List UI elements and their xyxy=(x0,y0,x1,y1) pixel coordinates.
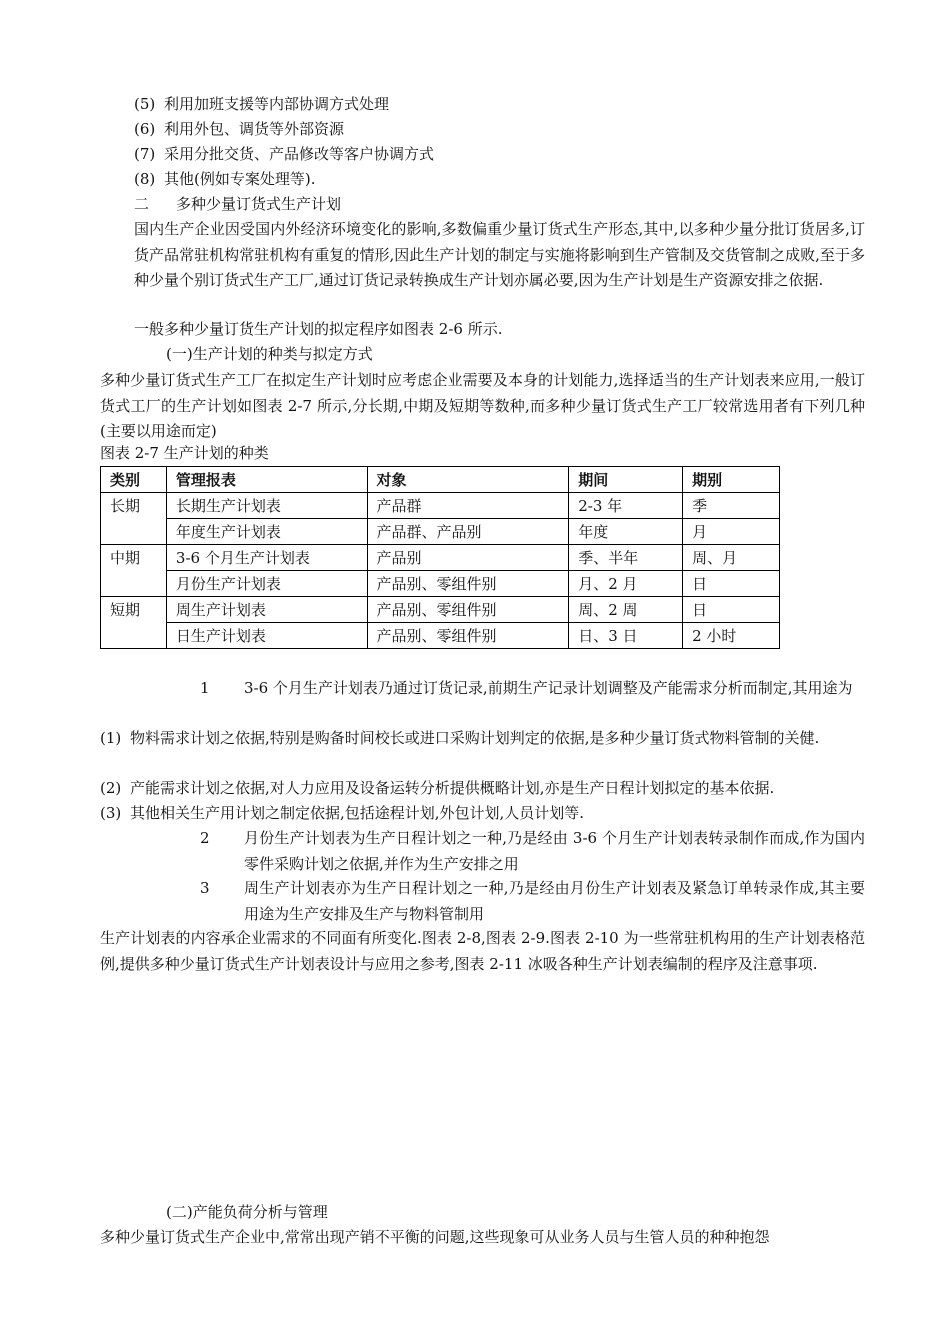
cell-target: 产品群 xyxy=(367,493,569,519)
cell-category xyxy=(101,519,167,545)
header-term: 期别 xyxy=(683,467,780,493)
header-category: 类别 xyxy=(101,467,167,493)
point-number: 2 xyxy=(200,829,210,847)
point-text: 周生产计划表亦为生产日程计划之一种,乃是经由月份生产计划表及紧急订单转录作成,其主要用途为生产安排及生产与物料管制用 xyxy=(244,879,865,923)
cell-report: 周生产计划表 xyxy=(166,597,367,623)
list-number: (2) xyxy=(100,779,122,797)
paragraph: 一般多种少量订货生产计划的拟定程序如图表 2-6 所示. xyxy=(134,320,503,338)
cell-target: 产品别、零组件别 xyxy=(367,571,569,597)
cell-period: 年度 xyxy=(569,519,683,545)
list-text: 采用分批交货、产品修改等客户协调方式 xyxy=(164,145,435,163)
cell-term: 2 小时 xyxy=(683,623,780,649)
header-report: 管理报表 xyxy=(166,467,367,493)
list-item xyxy=(134,118,344,140)
cell-term: 月 xyxy=(683,519,780,545)
table-row xyxy=(101,519,780,545)
list-text: 利用加班支援等内部协调方式处理 xyxy=(164,95,390,113)
list-item xyxy=(100,801,865,827)
list-item xyxy=(134,93,389,115)
list-text: 其他相关生产用计划之制定依据,包括途程计划,外包计划,人员计划等. xyxy=(130,804,585,822)
cell-target: 产品别、零组件别 xyxy=(367,597,569,623)
numbered-point xyxy=(200,876,865,927)
list-text: 利用外包、调货等外部资源 xyxy=(164,120,345,138)
list-number: (6) xyxy=(134,120,156,138)
cell-category: 长期 xyxy=(101,493,167,519)
table-row xyxy=(101,597,780,623)
paragraph: 国内生产企业因受国内外经济环境变化的影响,多数偏重少量订货式生产形态,其中,以多种少量分批订货居多,订货产品常驻机构常驻机构有重复的情形,因此生产计划的制定与实施将影响到生产管制及交货管制之成败,至于多种少量个别订货式生产工厂,通过订货记录转换成生产计划亦属必要,因为生产计划是生产资源安排之依据. xyxy=(134,220,865,289)
table-row xyxy=(101,571,780,597)
table-row xyxy=(101,623,780,649)
point-text: 3-6 个月生产计划表乃通过订货记录,前期生产记录计划调整及产能需求分析而制定,其用途为 xyxy=(244,679,853,697)
cell-period: 日、3 日 xyxy=(569,623,683,649)
table-row xyxy=(101,545,780,571)
cell-term: 日 xyxy=(683,571,780,597)
cell-period: 月、2 月 xyxy=(569,571,683,597)
subsection-heading: (二)产能负荷分析与管理 xyxy=(166,1203,328,1221)
header-period: 期间 xyxy=(569,467,683,493)
cell-target: 产品别、零组件别 xyxy=(367,623,569,649)
list-number: (5) xyxy=(134,95,156,113)
list-number: (3) xyxy=(100,804,122,822)
paragraph: 多种少量订货式生产工厂在拟定生产计划时应考虑企业需要及本身的计划能力,选择适当的生产计划表来应用,一般订货式工厂的生产计划如图表 2-7 所示,分长期,中期及短期等数种,而多种少量订货式生产工厂较常选用者有下列几种(主要以用途而定) xyxy=(100,371,865,440)
list-text: 其他(例如专案处理等). xyxy=(164,170,316,188)
cell-report: 月份生产计划表 xyxy=(166,571,367,597)
point-number: 1 xyxy=(200,679,210,697)
section-number: 二 xyxy=(134,195,150,213)
cell-category xyxy=(101,623,167,649)
list-text: 物料需求计划之依据,特别是购备时间校长或进口采购计划判定的依据,是多种少量订货式物料管制的关健. xyxy=(130,729,820,747)
section-heading xyxy=(134,193,341,215)
paragraph: 多种少量订货式生产企业中,常常出现产销不平衡的问题,这些现象可从业务人员与生管人员的种种抱怨 xyxy=(100,1228,770,1246)
cell-target: 产品别 xyxy=(367,545,569,571)
cell-period: 季、半年 xyxy=(569,545,683,571)
section-title: 多种少量订货式生产计划 xyxy=(176,195,342,213)
table-caption: 图表 2-7 生产计划的种类 xyxy=(100,444,269,462)
numbered-point xyxy=(200,676,865,702)
list-number: (1) xyxy=(100,729,122,747)
header-target: 对象 xyxy=(367,467,569,493)
list-number: (7) xyxy=(134,145,156,163)
cell-report: 3-6 个月生产计划表 xyxy=(166,545,367,571)
list-item xyxy=(100,726,865,752)
cell-term: 周、月 xyxy=(683,545,780,571)
list-item xyxy=(134,168,315,190)
cell-category: 短期 xyxy=(101,597,167,623)
cell-category xyxy=(101,571,167,597)
table-row xyxy=(101,493,780,519)
cell-category: 中期 xyxy=(101,545,167,571)
list-item xyxy=(134,143,434,165)
cell-term: 日 xyxy=(683,597,780,623)
plan-types-table xyxy=(100,466,780,649)
list-number: (8) xyxy=(134,170,156,188)
list-item xyxy=(100,776,865,802)
cell-term: 季 xyxy=(683,493,780,519)
cell-report: 日生产计划表 xyxy=(166,623,367,649)
point-text: 月份生产计划表为生产日程计划之一种,乃是经由 3-6 个月生产计划表转录制作而成,作为国内零件采购计划之依据,并作为生产安排之用 xyxy=(244,829,865,873)
cell-report: 长期生产计划表 xyxy=(166,493,367,519)
subsection-heading: (一)生产计划的种类与拟定方式 xyxy=(166,345,373,363)
table-header-row xyxy=(101,467,780,493)
paragraph: 生产计划表的内容承企业需求的不同面有所变化.图表 2-8,图表 2-9.图表 2-10 为一些常驻机构用的生产计划表格范例,提供多种少量订货式生产计划表设计与应用之参考,图表 2-11 冰吸各种生产计划表编制的程序及注意事项. xyxy=(100,929,865,973)
numbered-point xyxy=(200,826,865,877)
cell-target: 产品群、产品别 xyxy=(367,519,569,545)
cell-report: 年度生产计划表 xyxy=(166,519,367,545)
cell-period: 周、2 周 xyxy=(569,597,683,623)
cell-period: 2-3 年 xyxy=(569,493,683,519)
point-number: 3 xyxy=(200,879,210,897)
list-text: 产能需求计划之依据,对人力应用及设备运转分析提供概略计划,亦是生产日程计划拟定的基本依据. xyxy=(130,779,775,797)
